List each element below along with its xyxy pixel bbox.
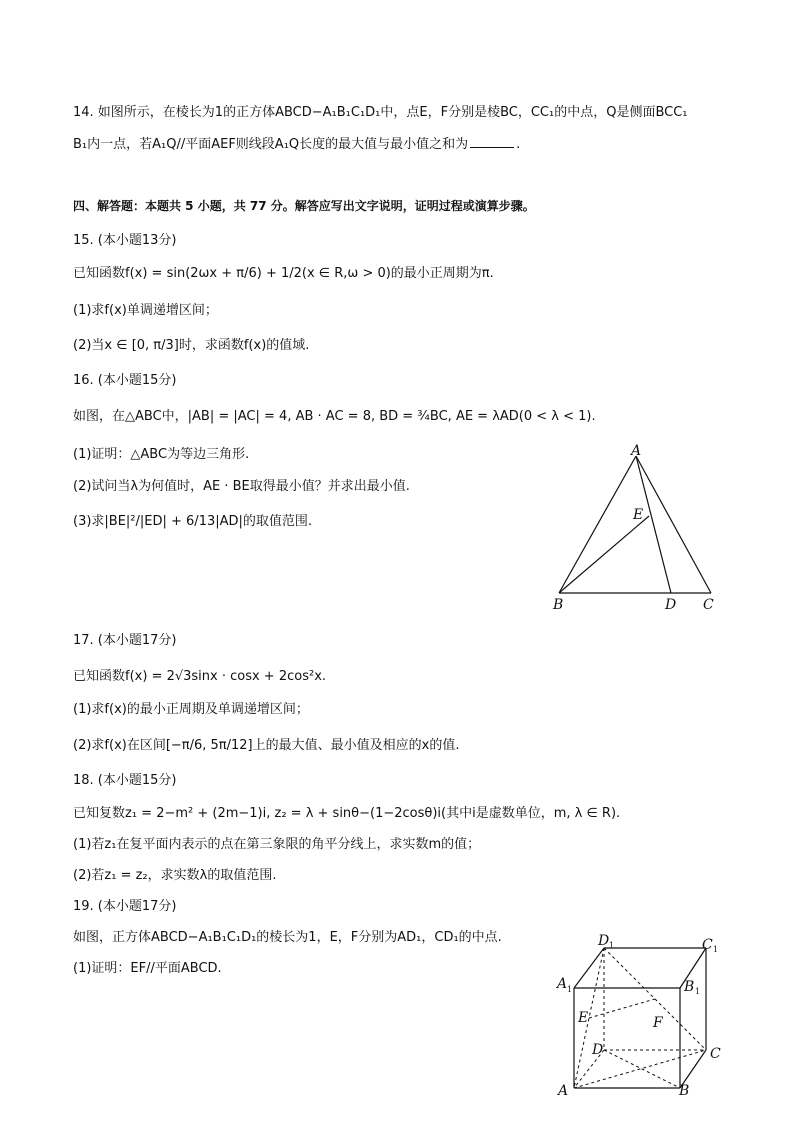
q15-part2: (2)当x ∈ [0, π/3]时，求函数f(x)的值域. [73,338,310,353]
q18-part2: (2)若z₁ = z₂，求实数λ的取值范围. [73,868,277,883]
q14-line2-end: . [516,137,521,152]
q17-part1: (1)求f(x)的最小正周期及单调递增区间； [73,702,309,717]
vertex-label-c1: C [702,937,713,953]
q18-stem: 已知复数z₁ = 2−m² + (2m−1)i, z₂ = λ + sinθ−(1−2cosθ)i(其中i是虚数单位，m, λ ∈ R). [73,806,621,821]
q17-part2: (2)求f(x)在区间[−π/6, 5π/12]上的最大值、最小值及相应的x的值. [73,738,460,753]
point-label-e: E [578,1010,589,1026]
vertex-label-c: C [703,597,714,613]
q16-stem: 如图，在△ABC中，|AB| = |AC| = 4, AB · AC = 8, BD = ¾BC, AE = λAD(0 < λ < 1). [73,409,596,424]
q15-head: 15. (本小题13分) [73,233,177,248]
q18-part1: (1)若z₁在复平面内表示的点在第三象限的角平分线上，求实数m的值； [73,837,481,852]
point-label-e: E [633,507,644,523]
vertex-label-b: B [679,1083,690,1099]
q18-head: 18. (本小题15分) [73,773,177,788]
vertex-label-b: B [553,597,564,613]
cube-figure [550,930,730,1105]
q15-stem: 已知函数f(x) = sin(2ωx + π/6) + 1/2(x ∈ R,ω > 0)的最小正周期为π. [73,266,494,281]
q19-head: 19. (本小题17分) [73,899,177,914]
vertex-label-d: D [665,597,677,613]
subscript-c1: 1 [713,945,719,954]
q16-part1: (1)证明：△ABC为等边三角形. [73,447,250,462]
q17-head: 17. (本小题17分) [73,633,177,648]
triangle-figure [545,443,725,615]
q17-stem: 已知函数f(x) = 2√3sinx · cosx + 2cos²x. [73,669,327,684]
answer-blank [470,135,514,148]
vertex-label-a1: A [557,976,568,992]
subscript-b1: 1 [695,987,701,996]
q16-part2: (2)试问当λ为何值时，AE · BE取得最小值？并求出最小值. [73,479,410,494]
q16-head: 16. (本小题15分) [73,373,177,388]
vertex-label-a: A [558,1083,569,1099]
vertex-label-a: A [631,443,642,459]
q19-stem: 如图，正方体ABCD−A₁B₁C₁D₁的棱长为1，E，F分别为AD₁，CD₁的中点. [73,930,502,945]
q19-part1: (1)证明：EF//平面ABCD. [73,961,222,976]
vertex-label-d1: D [598,933,610,949]
q14-line2-text: B₁内一点，若A₁Q//平面AEF则线段A₁Q长度的最大值与最小值之和为 [73,137,469,152]
q14-line2 [73,135,520,154]
section-4-heading: 四、解答题：本题共 5 小题，共 77 分。解答应写出文字说明，证明过程或演算步骤。 [73,199,535,213]
q14-line1: 14. 如图所示，在棱长为1的正方体ABCD−A₁B₁C₁D₁中，点E，F分别是棱BC，CC₁的中点，Q是侧面BCC₁ [73,105,688,120]
subscript-a1: 1 [567,985,573,994]
vertex-label-b1: B [684,979,695,995]
q16-part3: (3)求|BE|²/|ED| + 6/13|AD|的取值范围. [73,514,313,529]
point-label-f: F [653,1015,663,1031]
subscript-d1: 1 [609,941,615,950]
vertex-label-c: C [710,1046,721,1062]
q15-part1: (1)求f(x)单调递增区间； [73,303,218,318]
vertex-label-d: D [592,1042,604,1058]
